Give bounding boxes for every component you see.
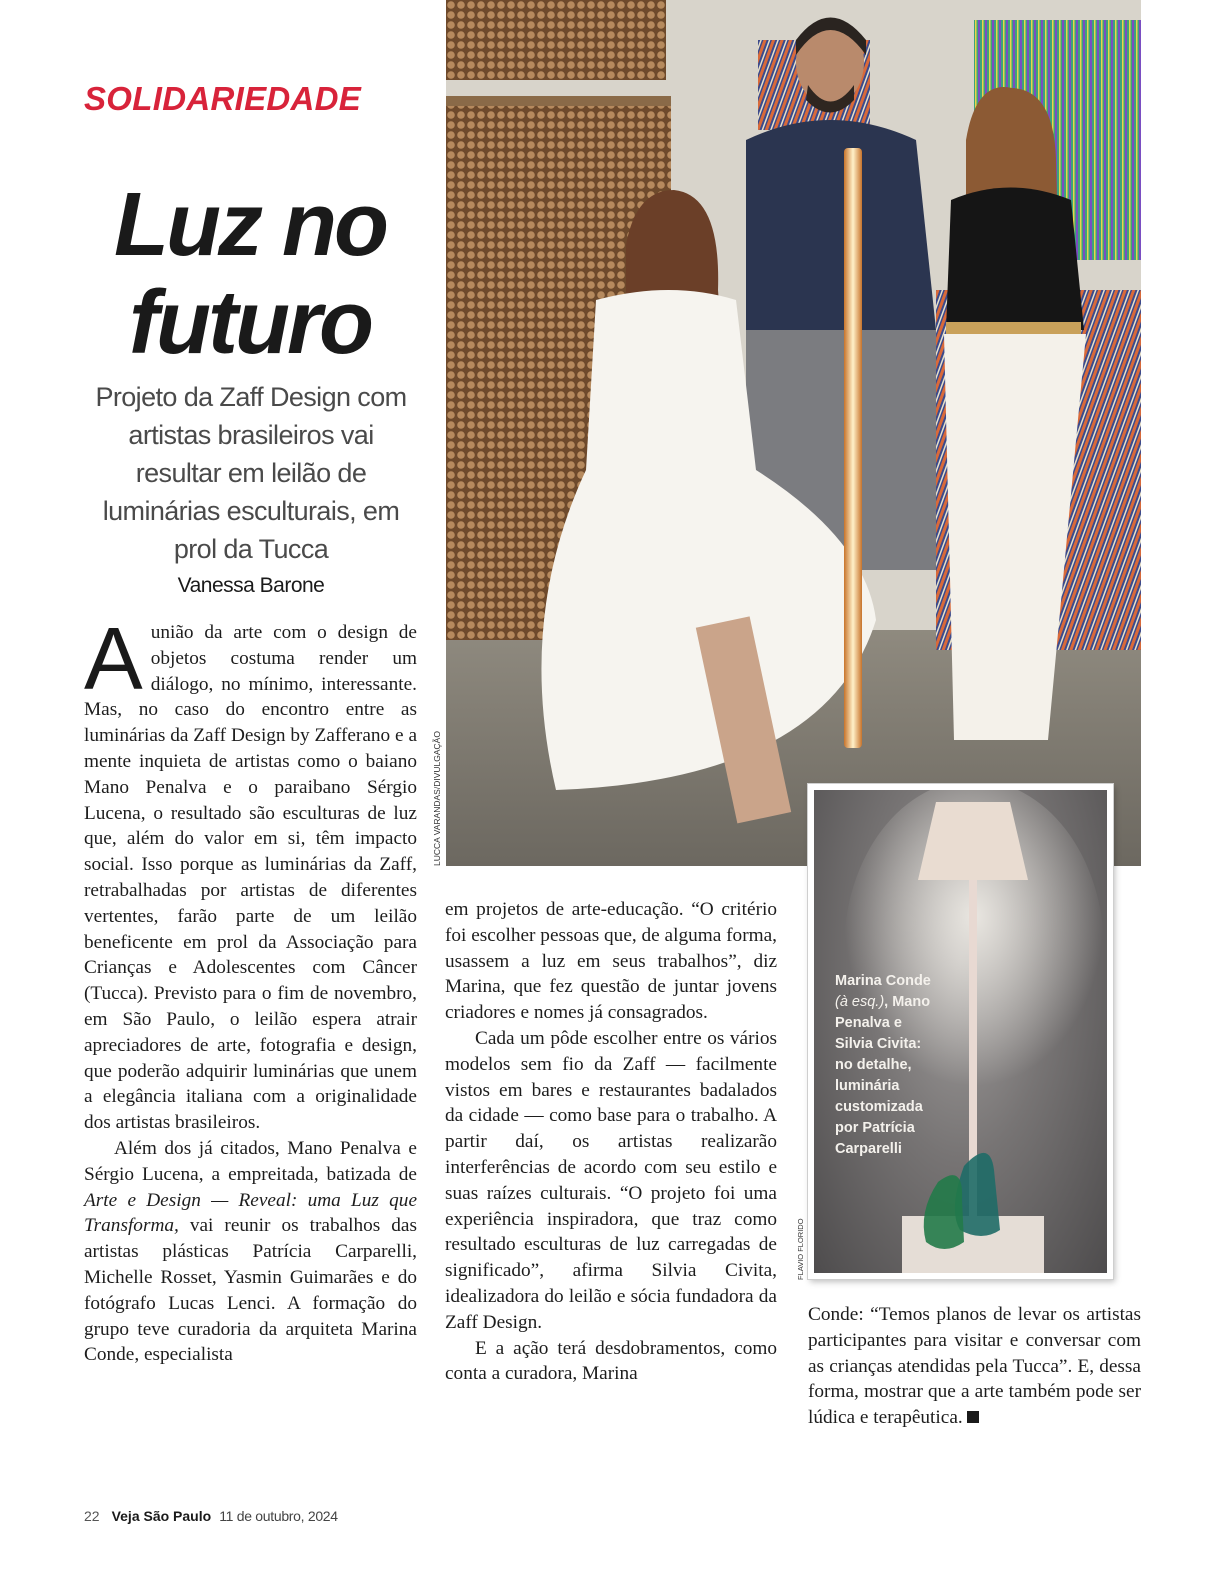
article-column-2 (445, 897, 777, 1387)
inset-photo (814, 790, 1107, 1273)
article-paragraph: em projetos de arte-educação. “O critério foi escolher pessoas que, de alguma forma, usassem a luz em seus trabalhos”, diz Marina, que fez questão de juntar jovens criadores e nomes já consagrados. (445, 899, 777, 1024)
headline-line-2: futuro (129, 273, 371, 373)
issue-date: 11 de outubro, 2024 (219, 1508, 338, 1524)
article-paragraph: E a ação terá desdobramentos, como conta a curadora, Marina (445, 1337, 777, 1385)
article-paragraph: Cada um pôde escolher entre os vários modelos sem fio da Zaff — facilmente vistos em bares e restaurantes badalados da cidade — como base para o trabalho. A partir daí, os artistas realizarão interferências de acordo com seu estilo e suas raízes culturais. “O projeto foi uma experiência inspiradora, que traz como resultado esculturas de luz carregadas de significado”, afirma Silvia Civita, idealizadora do leilão e sócia fundadora da Zaff Design. (445, 1027, 777, 1333)
page-footer (84, 1508, 338, 1524)
article-paragraph: A união da arte com o design de objetos costuma render um diálogo, no mínimo, interessante. Mas, no caso do encontro entre as luminárias da Zaff Design by Zafferano e a mente inquieta de artistas como o baiano Mano Penalva e o paraibano Sérgio Lucena, o resultado são esculturas de luz que, além do valor em si, têm impacto social. Isso porque as luminárias da Zaff, retrabalhadas por artistas de diferentes vertentes, farão parte de um leilão beneficente em prol da Associação para Crianças e Adolescentes com Câncer (Tucca). Previsto para o fim de novembro, em São Paulo, o leilão espera atrair apreciadores de arte, fotografia e design, que poderão adquirir luminárias que unem a elegância italiana com a originalidade dos artistas brasileiros. (84, 609, 417, 1134)
subtitle: Projeto da Zaff Design com artistas brasileiros vai resultar em leilão de luminárias esculturais, em prol da Tucca (95, 382, 407, 564)
drop-cap: A (84, 609, 143, 708)
photo-credit: LUCCA VARANDAS/DIVULGAÇÃO (432, 731, 442, 866)
event-title: Arte e Design — Reveal: uma Luz que Transforma, (84, 1189, 417, 1237)
article-paragraph: Conde: “Temos planos de levar os artistas participantes para visitar e conversar com as crianças atendidas pela Tucca”. E, dessa forma, mostrar que a arte também pode ser lúdica e terapêutica. (808, 1304, 1141, 1429)
article-column-1 (84, 609, 417, 1368)
headline (82, 176, 418, 372)
end-of-article-mark (967, 1411, 979, 1423)
main-photo (446, 0, 1141, 866)
magazine-name: Veja São Paulo (111, 1508, 212, 1524)
byline: Vanessa Barone (177, 574, 325, 597)
people-with-lamp-illustration (446, 0, 1141, 866)
headline-line-1: Luz no (114, 175, 386, 275)
inset-caption: Marina Conde (à esq.), Mano Penalva e Silvia Civita: no detalhe, luminária customizada por Patrícia Carparelli (835, 973, 931, 1157)
page-number: 22 (84, 1508, 100, 1524)
article-column-3 (808, 1302, 1141, 1431)
section-label: SOLIDARIEDADE (84, 80, 362, 117)
inset-photo-frame (808, 784, 1113, 1279)
inset-photo-credit: FLAVIO FLORIDO (796, 1218, 805, 1280)
article-paragraph: Além dos já citados, Mano Penalva e Sérgio Lucena, a empreitada, batizada de Arte e Design — Reveal: uma Luz que Transforma, vai reunir os trabalhos das artistas plásticas Patrícia Carparelli, Michelle Rosset, Yasmin Guimarães e do fotógrafo Lucas Lenci. A formação do grupo teve curadoria da arquiteta Marina Conde, especialista (84, 1137, 417, 1366)
